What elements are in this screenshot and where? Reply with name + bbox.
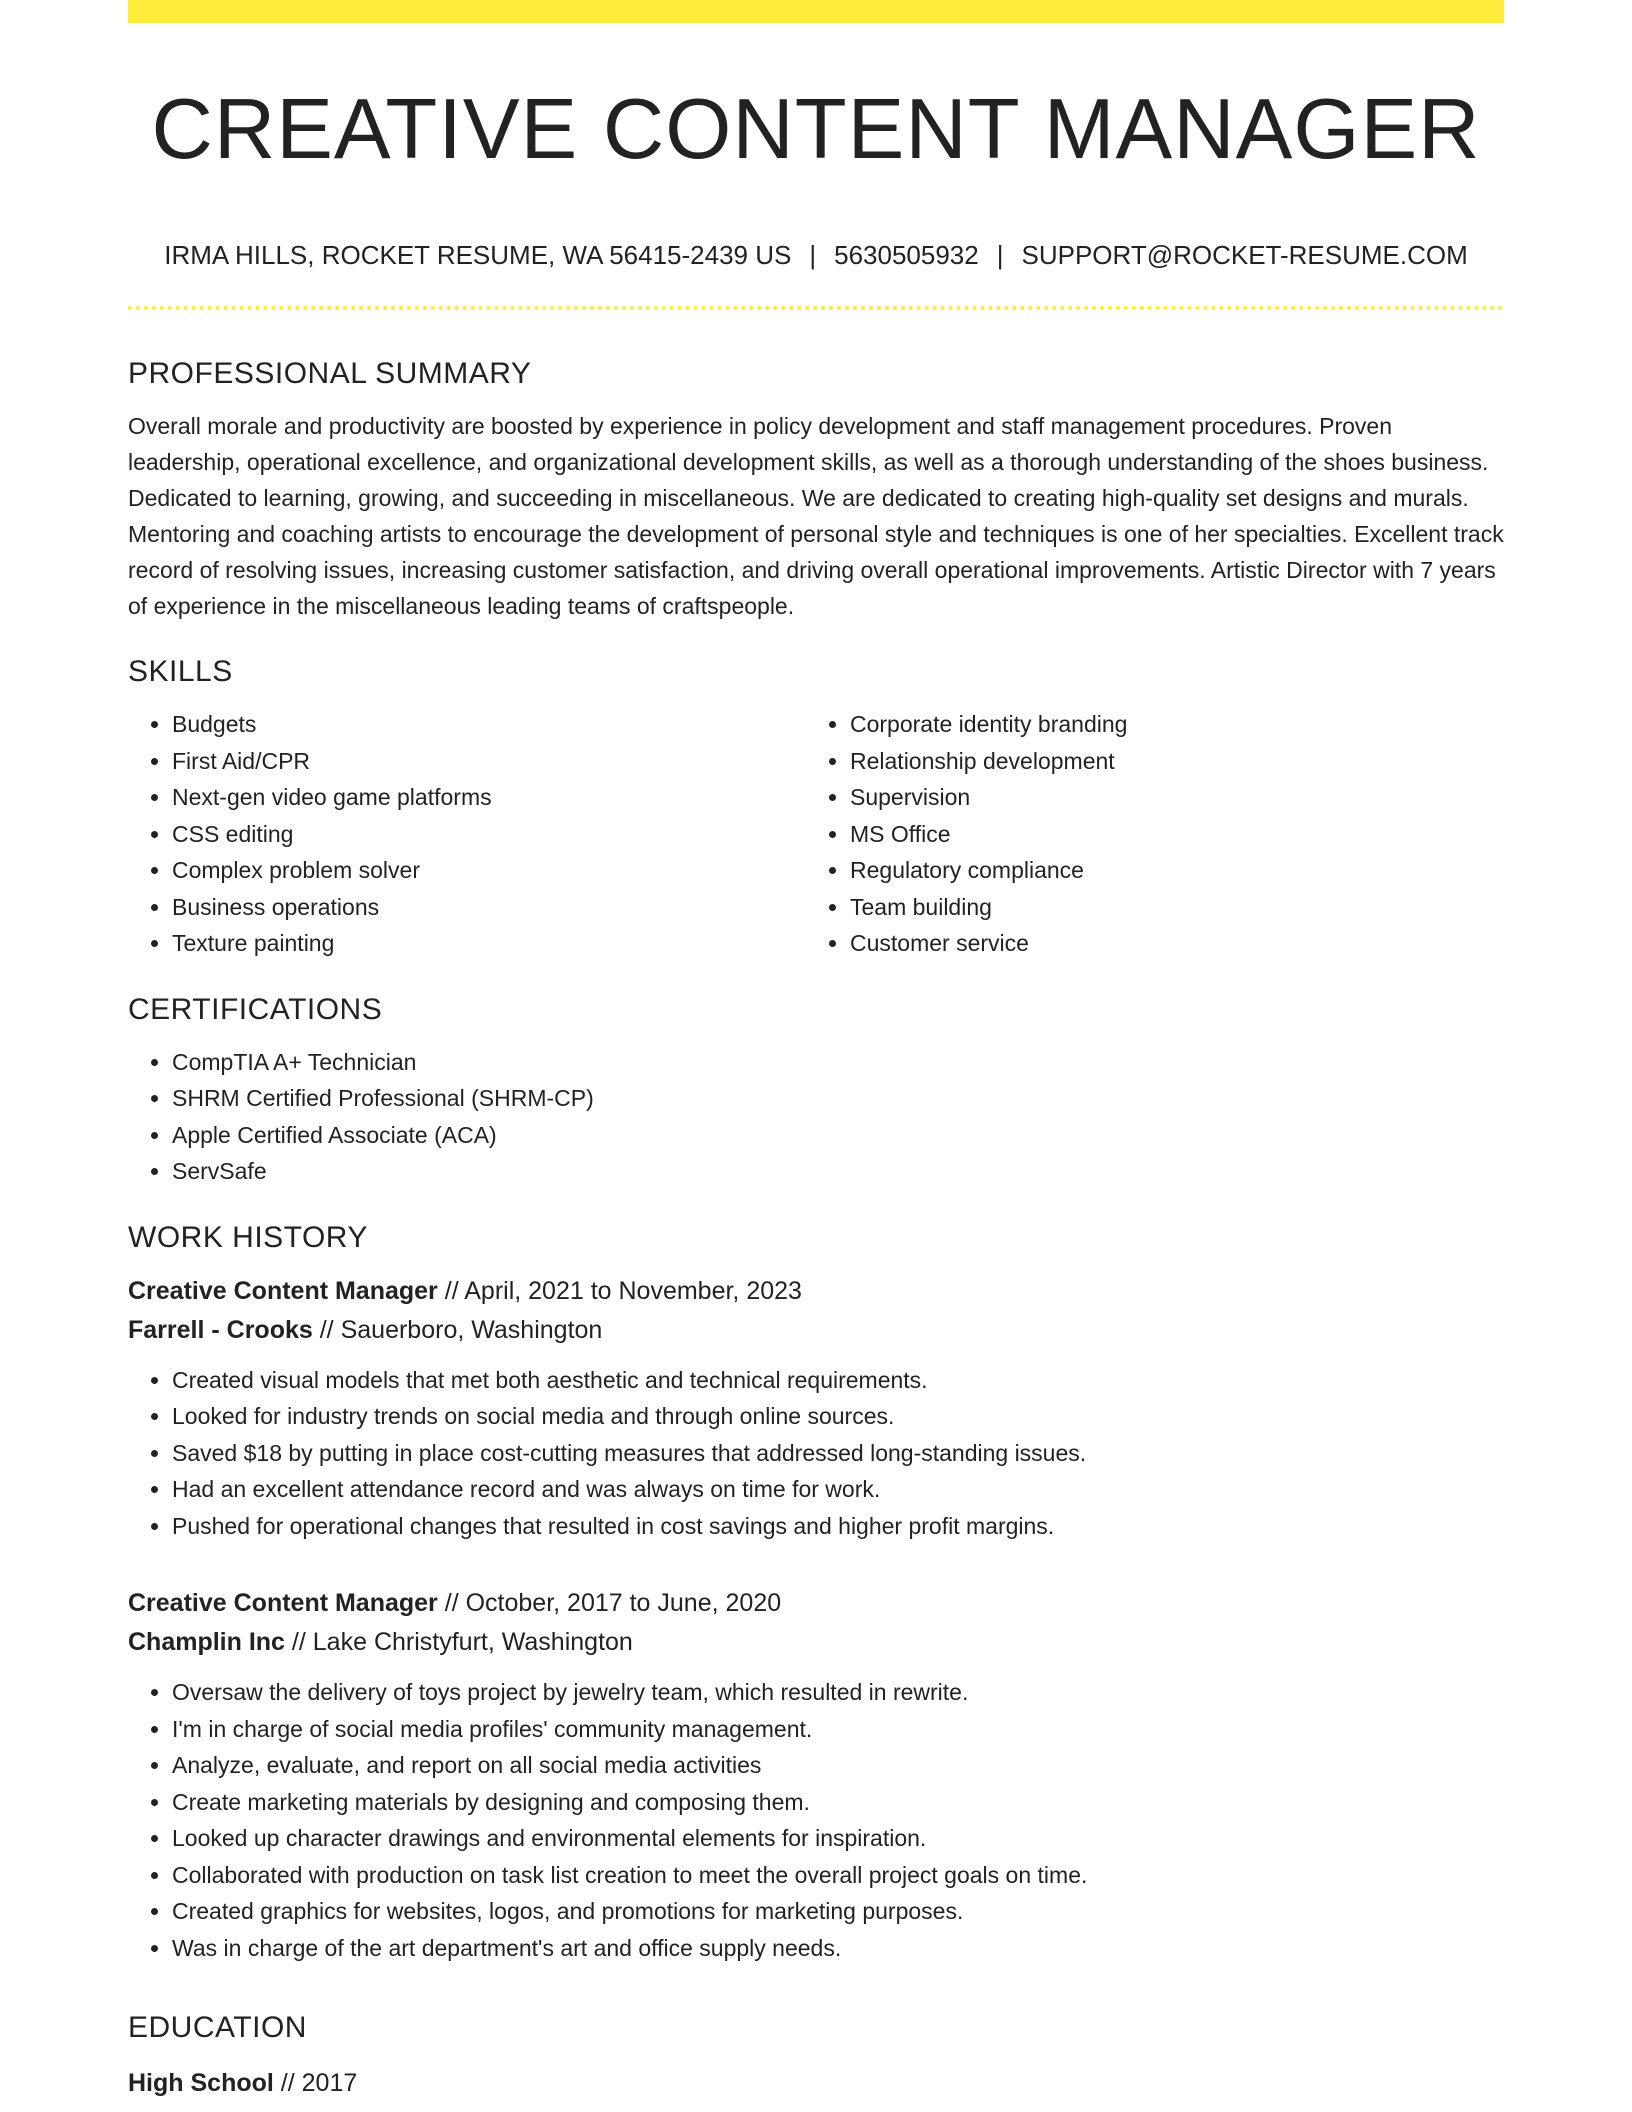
skill-item: • Business operations <box>172 889 806 926</box>
job-bullet: • Pushed for operational changes that resulted in cost savings and higher profit margins. <box>172 1508 1504 1545</box>
skill-item: • MS Office <box>850 816 1484 853</box>
skill-item: • First Aid/CPR <box>172 743 806 780</box>
job-location: Sauerboro, Washington <box>340 1315 603 1344</box>
job-dates: April, 2021 to November, 2023 <box>464 1276 802 1305</box>
job-separator: // <box>444 1589 459 1617</box>
contact-email: SUPPORT@ROCKET-RESUME.COM <box>1021 240 1468 270</box>
job-separator: // <box>291 1628 306 1656</box>
job-bullets <box>128 1362 1504 1545</box>
job-bullet: • Was in charge of the art department's art and office supply needs. <box>172 1930 1504 1967</box>
skill-item: • CSS editing <box>172 816 806 853</box>
skill-item: • Budgets <box>172 706 806 743</box>
contact-separator: | <box>996 240 1004 270</box>
skill-item: • Supervision <box>850 779 1484 816</box>
resume-page <box>128 0 1504 2112</box>
work-history-heading: WORK HISTORY <box>128 1220 368 1254</box>
certification-item: • ServSafe <box>172 1153 1504 1190</box>
job-bullet: • Looked up character drawings and environmental elements for inspiration. <box>172 1820 1504 1857</box>
job-company: Champlin Inc <box>128 1628 285 1656</box>
job-dates: October, 2017 to June, 2020 <box>465 1589 782 1617</box>
job-location: Lake Christyfurt, Washington <box>312 1628 633 1656</box>
education-school: High School <box>128 2069 274 2097</box>
contact-address: IRMA HILLS, ROCKET RESUME, WA 56415-2439 US <box>164 240 792 270</box>
skill-item: • Team building <box>850 889 1484 926</box>
resume-title: CREATIVE CONTENT MANAGER <box>151 82 1481 177</box>
job-company-line <box>128 1311 1504 1350</box>
job-separator: // <box>319 1315 334 1344</box>
summary-text: Overall morale and productivity are boosted by experience in policy development and staff management procedures. Proven leadership, operational excellence, and organizational development skills, as well as a thorough understanding of the shoes business. Dedicated to learning, growing, and succeeding in miscellaneous. We are dedicated to creating high-quality set designs and murals. Mentoring and coaching artists to encourage the development of personal style and techniques is one of her specialties. Excellent track record of resolving issues, increasing customer satisfaction, and driving overall operational improvements. Artistic Director with 7 years of experience in the miscellaneous leading teams of craftspeople. <box>128 413 1504 619</box>
job-bullet: • Analyze, evaluate, and report on all social media activities <box>172 1747 1504 1784</box>
header-divider <box>128 306 1504 310</box>
job-title: Creative Content Manager <box>128 1589 438 1617</box>
education-entry <box>128 2064 1504 2103</box>
job-bullet: • I'm in charge of social media profiles' community management. <box>172 1711 1504 1748</box>
top-accent-bar <box>128 0 1504 23</box>
skill-item: • Regulatory compliance <box>850 852 1484 889</box>
education-heading: EDUCATION <box>128 2011 307 2044</box>
job-bullet: • Looked for industry trends on social media and through online sources. <box>172 1398 1504 1435</box>
skills-heading: SKILLS <box>128 655 233 688</box>
job-entry <box>128 1584 1504 1966</box>
job-entry <box>128 1272 1504 1545</box>
certification-item: • CompTIA A+ Technician <box>172 1044 1504 1081</box>
job-bullet: • Create marketing materials by designing and composing them. <box>172 1784 1504 1821</box>
job-title-line <box>128 1272 1504 1311</box>
certification-item: • Apple Certified Associate (ACA) <box>172 1117 1504 1154</box>
education-separator: // <box>280 2069 295 2097</box>
summary-heading: PROFESSIONAL SUMMARY <box>128 357 532 390</box>
job-bullet: • Oversaw the delivery of toys project by jewelry team, which resulted in rewrite. <box>172 1674 1504 1711</box>
skill-item: • Next-gen video game platforms <box>172 779 806 816</box>
job-bullet: • Saved $18 by putting in place cost-cutting measures that addressed long-standing issues. <box>172 1435 1504 1472</box>
resume-content <box>128 352 1504 2103</box>
certification-item: • SHRM Certified Professional (SHRM-CP) <box>172 1080 1504 1117</box>
skills-grid <box>128 706 1504 962</box>
skill-item: • Corporate identity branding <box>850 706 1484 743</box>
contact-separator: | <box>809 240 817 270</box>
job-title: Creative Content Manager <box>128 1276 438 1305</box>
job-bullet: • Created graphics for websites, logos, and promotions for marketing purposes. <box>172 1893 1504 1930</box>
job-separator: // <box>444 1276 459 1305</box>
skill-item: • Texture painting <box>172 925 806 962</box>
skill-item: • Complex problem solver <box>172 852 806 889</box>
education-year: 2017 <box>301 2069 358 2097</box>
contact-phone: 5630505932 <box>834 240 979 270</box>
job-bullet: • Created visual models that met both aesthetic and technical requirements. <box>172 1362 1504 1399</box>
job-company: Farrell - Crooks <box>128 1315 313 1344</box>
skills-list-left <box>128 706 806 962</box>
job-bullets <box>128 1674 1504 1966</box>
job-bullet: • Collaborated with production on task list creation to meet the overall project goals on time. <box>172 1857 1504 1894</box>
certifications-heading: CERTIFICATIONS <box>128 992 383 1026</box>
skill-item: • Customer service <box>850 925 1484 962</box>
skill-item: • Relationship development <box>850 743 1484 780</box>
job-bullet: • Had an excellent attendance record and was always on time for work. <box>172 1471 1504 1508</box>
contact-line <box>128 238 1504 272</box>
certifications-list <box>128 1044 1504 1190</box>
skills-list-right <box>806 706 1484 962</box>
job-company-line <box>128 1623 1504 1662</box>
job-title-line <box>128 1584 1504 1623</box>
